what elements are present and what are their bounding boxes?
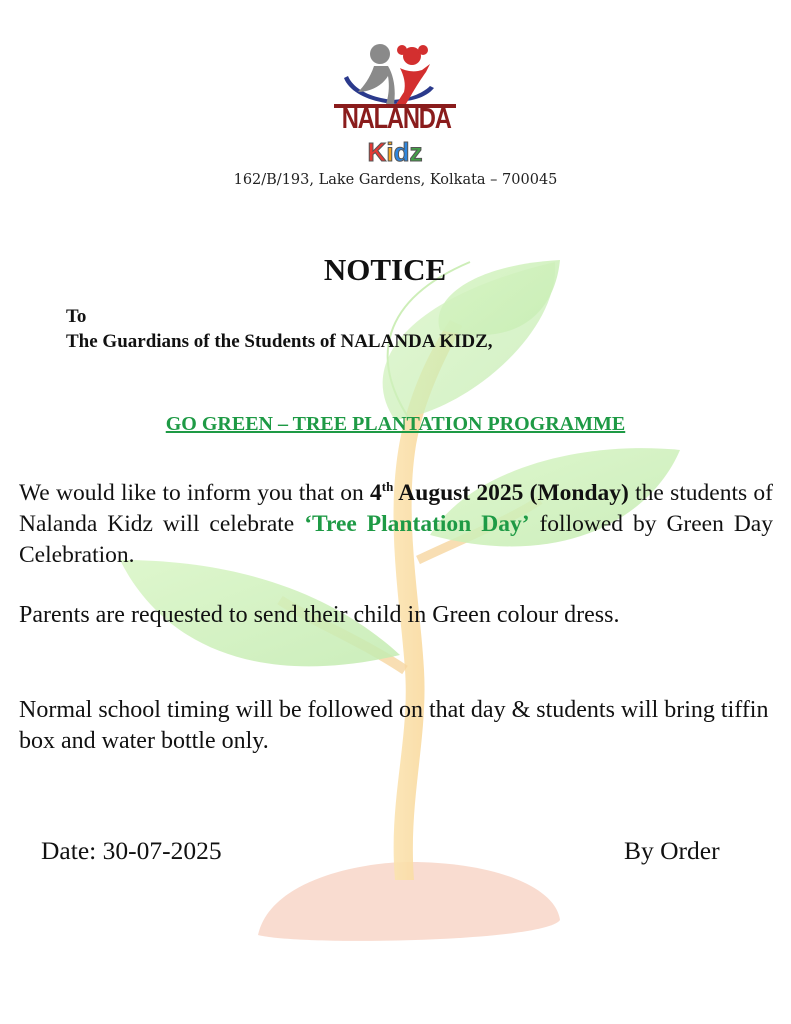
notice-date: Date: 30-07-2025 xyxy=(41,836,222,865)
event-name-highlight: ‘Tree Plantation Day’ xyxy=(304,511,530,537)
dress-code-paragraph: Parents are requested to send their child in Green colour dress. xyxy=(19,602,620,628)
logo-kidz xyxy=(330,138,460,166)
school-address: 162/B/193, Lake Gardens, Kolkata – 700045 xyxy=(233,172,558,188)
announcement-paragraph xyxy=(19,478,773,571)
to-label: To xyxy=(66,306,87,327)
programme-title: GO GREEN – TREE PLANTATION PROGRAMME xyxy=(165,413,626,435)
logo-kidz-letter: K xyxy=(367,137,387,167)
paragraph-text: We would like to inform you that on xyxy=(19,480,371,506)
event-date xyxy=(370,480,629,506)
logo-kidz-letter: d xyxy=(393,137,410,167)
event-date-suffix: th xyxy=(381,479,394,494)
notice-title: NOTICE xyxy=(323,252,447,287)
paragraph-text: the students of Nalanda Kidz will celebrate xyxy=(19,480,773,537)
event-date-day: 4 xyxy=(370,480,382,506)
logo-name: NALANDA xyxy=(341,103,451,135)
logo-kidz-letter: z xyxy=(409,137,423,167)
logo-figures-icon xyxy=(330,42,460,106)
recipient-line: The Guardians of the Students of NALANDA KIDZ, xyxy=(66,331,493,352)
logo-kidz-letter: i xyxy=(386,137,394,167)
signoff: By Order xyxy=(624,836,720,865)
school-logo xyxy=(330,42,460,168)
timing-paragraph: Normal school timing will be followed on that day & students will bring tiffin box and water bottle only. xyxy=(19,697,769,754)
paragraph-text: followed by Green Day Celebration. xyxy=(19,511,773,568)
event-date-rest: August 2025 (Monday) xyxy=(393,480,629,506)
